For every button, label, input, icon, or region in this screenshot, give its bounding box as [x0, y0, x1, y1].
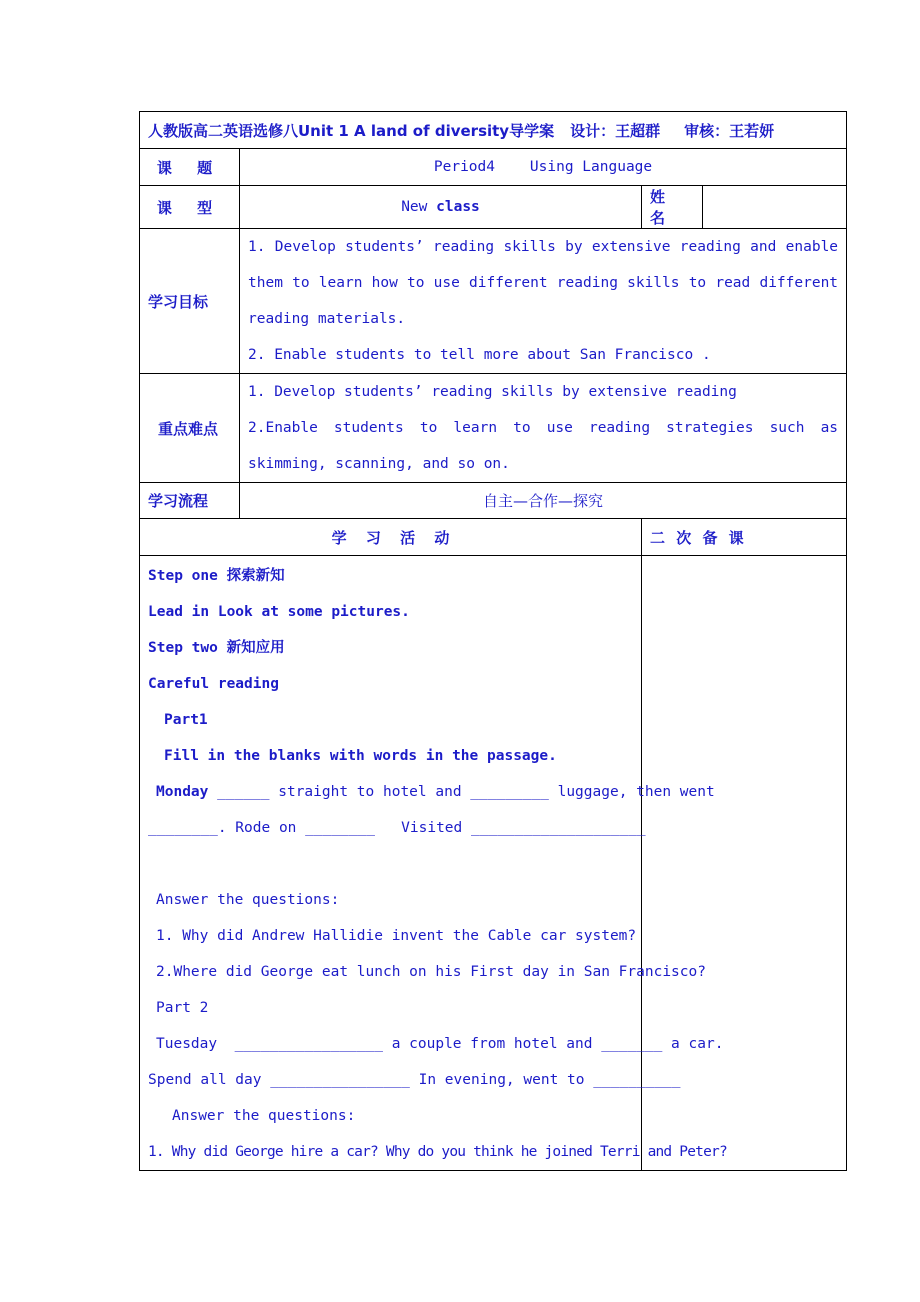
- process-row: [140, 483, 847, 519]
- type-label: 课 型: [140, 186, 240, 229]
- topic-value: Period4 Using Language: [240, 149, 847, 186]
- lesson-plan-document: [139, 111, 846, 1171]
- answer-prompt: Answer the questions:: [172, 1108, 356, 1124]
- monday-line-2: ________. Rode on ________ Visited ____________________: [148, 820, 646, 836]
- activity-header-row: [140, 519, 847, 556]
- key-points-row: [140, 374, 847, 483]
- key-point-item: 1. Develop students’ reading skills by extensive reading: [248, 384, 737, 400]
- type-value-class: class: [436, 199, 480, 215]
- designer-credit: 设计：王超群: [570, 121, 661, 140]
- tuesday-line-1: Tuesday _________________ a couple from hotel and _______ a car.: [156, 1036, 724, 1052]
- process-label: 学习流程: [140, 483, 240, 519]
- monday-line-1: [148, 774, 715, 810]
- name-field[interactable]: [703, 186, 847, 229]
- step-two-heading: Step two 新知应用: [148, 640, 285, 656]
- topic-label: 课 题: [140, 149, 240, 186]
- objectives-content: [240, 229, 847, 374]
- reviewer-credit: 审核：王若妍: [684, 121, 775, 140]
- key-points-label: 重点难点: [140, 374, 240, 483]
- header-row: [140, 112, 847, 149]
- tuesday-line-2: Spend all day ________________ In evening, went to __________: [148, 1072, 681, 1088]
- type-row: [140, 186, 847, 229]
- objectives-row: [140, 229, 847, 374]
- second-prep-header: 二 次 备 课: [642, 519, 847, 556]
- document-title: 人教版高二英语选修八Unit 1 A land of diversity导学案: [148, 121, 555, 140]
- activity-content: [140, 556, 727, 1171]
- fill-instruction: Fill in the blanks with words in the passage.: [164, 748, 557, 764]
- type-value: [240, 186, 642, 229]
- process-value: 自主—合作—探究: [240, 483, 847, 519]
- type-value-new: New: [401, 199, 428, 215]
- objectives-label: 学习目标: [140, 229, 240, 374]
- topic-row: [140, 149, 847, 186]
- objective-item: 1. Develop students’ reading skills by extensive reading and enable them to learn how to use different reading skills to read different reading materials.: [248, 239, 839, 327]
- lead-in-text: Lead in Look at some pictures.: [148, 604, 410, 620]
- part2-heading: Part 2: [156, 1000, 209, 1016]
- name-label: 姓 名: [642, 186, 703, 229]
- monday-blanks-1: ______ straight to hotel and _________ luggage, then went: [217, 784, 715, 800]
- question-item: 2.Where did George eat lunch on his First day in San Francisco?: [156, 964, 706, 980]
- step-one-heading: Step one 探索新知: [148, 568, 285, 584]
- question-item: 1. Why did George hire a car? Why do you think he joined Terri and Peter?: [148, 1144, 727, 1160]
- question-item: 1. Why did Andrew Hallidie invent the Cable car system?: [156, 928, 637, 944]
- objective-item: 2. Enable students to tell more about San Francisco .: [248, 347, 711, 363]
- spacer: [148, 846, 633, 882]
- activity-body-row: [140, 556, 847, 1171]
- key-point-item: 2.Enable students to learn to use reading strategies such as skimming, scanning, and so on.: [248, 420, 839, 472]
- lesson-plan-table: [139, 111, 847, 1171]
- part1-heading: Part1: [164, 712, 208, 728]
- answer-prompt: Answer the questions:: [156, 892, 340, 908]
- monday-label: Monday: [156, 784, 209, 800]
- activity-header: 学 习 活 动: [140, 519, 642, 556]
- careful-reading-heading: Careful reading: [148, 676, 279, 692]
- document-header: [140, 112, 847, 149]
- key-points-content: [240, 374, 847, 483]
